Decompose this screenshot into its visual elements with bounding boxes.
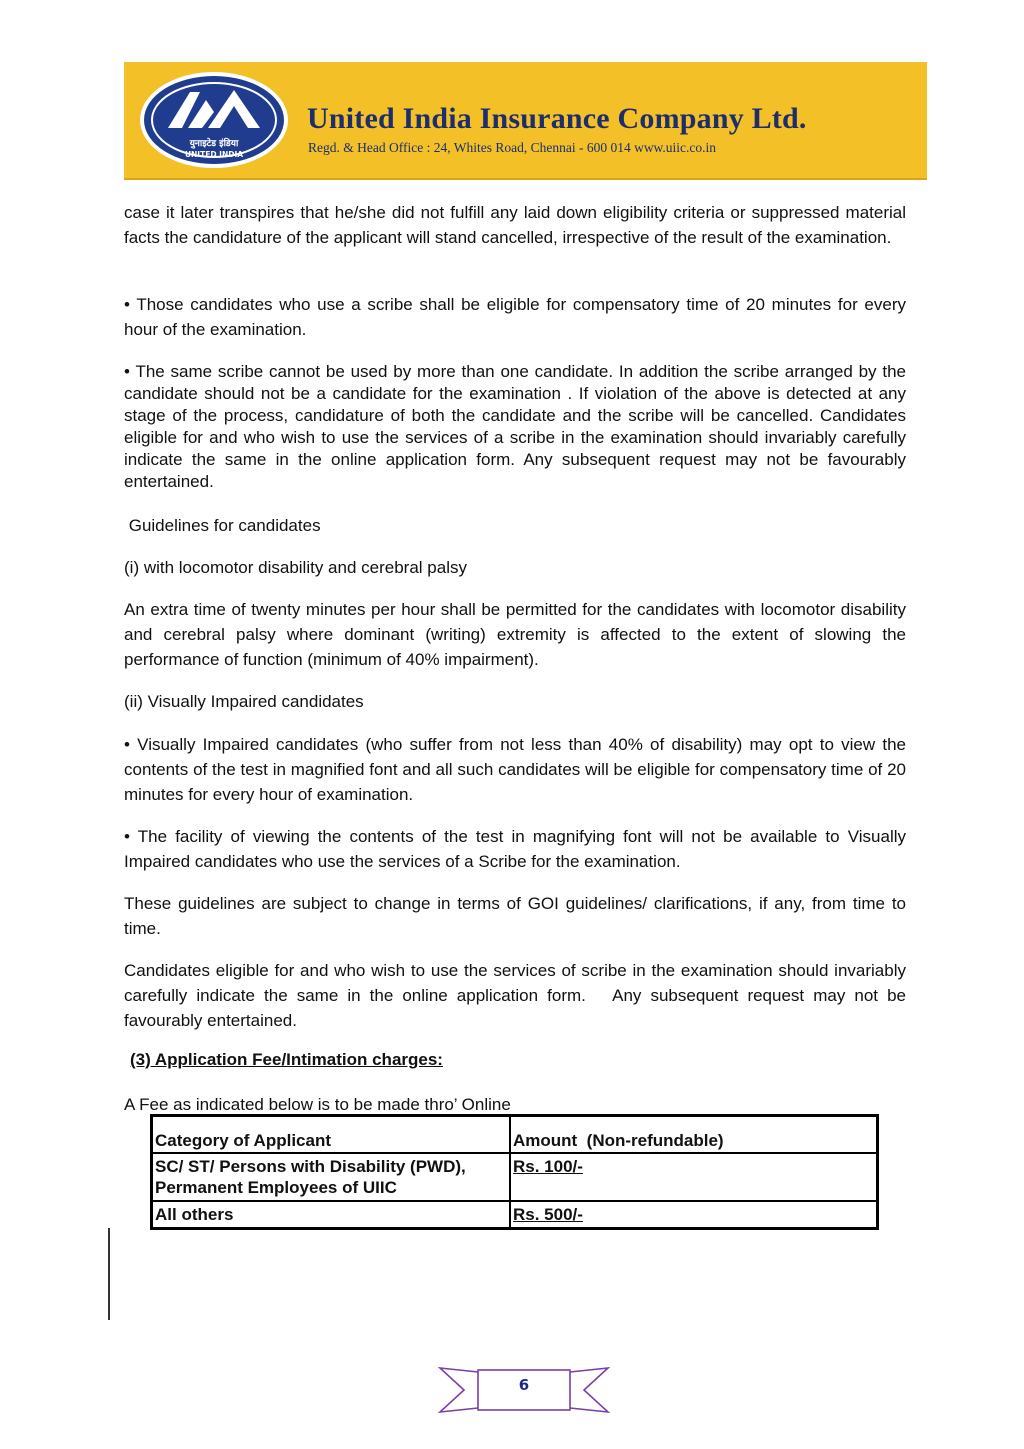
paragraph-guidelines-change: These guidelines are subject to change in terms of GOI guidelines/ clarifications, if any, from time to time. (124, 894, 906, 938)
table-header-category: Category of Applicant (152, 1116, 511, 1154)
table-cell-amount (510, 1201, 878, 1229)
table-header-amount: Amount (Non-refundable) (510, 1116, 878, 1154)
table-cell-category: SC/ ST/ Persons with Disability (PWD), Permanent Employees of UIIC (152, 1153, 511, 1201)
company-address: Regd. & Head Office : 24, Whites Road, Chennai - 600 014 www.uiic.co.in (308, 140, 717, 155)
logo-english-text: UNITED INDIA (184, 150, 244, 159)
header-banner (124, 62, 927, 180)
margin-line (108, 1228, 110, 1320)
table-cell-category: All others (152, 1201, 511, 1229)
paragraph-locomotor: An extra time of twenty minutes per hour shall be permitted for the candidates with locomotor disability and cerebral palsy where dominant (writing) extremity is affected to the extent of slowing the performance of function (minimum of 40% impairment). (124, 600, 906, 669)
table-cell-amount (510, 1153, 878, 1201)
company-logo (138, 70, 290, 170)
fee-intro: A Fee as indicated below is to be made thro’ Online (124, 1095, 511, 1114)
subheading-visually-impaired: (ii) Visually Impaired candidates (124, 692, 364, 711)
logo-hindi-text: युनाइटेड इंडिया (189, 139, 239, 149)
section-heading-application-fee: (3) Application Fee/Intimation charges: (130, 1050, 443, 1069)
table-row (152, 1201, 878, 1229)
paragraph-scribe-rules: • The same scribe cannot be used by more than one candidate. In addition the scribe arranged by the candidate should not be a candidate for the examination . If violation of the above is detected at any stage of the process, candidature of both the candidate and the scribe will be cancelled. Candidates eligible for and who wish to use the services of a scribe in the examination should invariably carefully indicate the same in the online application form. Any subsequent request may not be favourably entertained. (124, 362, 906, 491)
table-header-row (152, 1116, 878, 1154)
logo-emblem-icon (138, 70, 290, 170)
subheading-locomotor: (i) with locomotor disability and cerebral palsy (124, 558, 467, 577)
company-name: United India Insurance Company Ltd. (307, 102, 807, 135)
page-number: 6 (518, 1376, 530, 1394)
page-number-ribbon (438, 1362, 610, 1418)
paragraph-scribe-online-form: Candidates eligible for and who wish to use the services of scribe in the examination should invariably carefully indicate the same in the online application form. Any subsequent request may not be favourably entertained. (124, 961, 911, 1030)
paragraph-eligibility: case it later transpires that he/she did not fulfill any laid down eligibility criteria or suppressed material facts the candidature of the applicant will stand cancelled, irrespective of the result of the examination. (124, 203, 906, 247)
amount-value: Rs. 100/- (513, 1157, 583, 1176)
amount-value: Rs. 500/- (513, 1205, 583, 1224)
paragraph-scribe-compensatory: • Those candidates who use a scribe shall be eligible for compensatory time of 20 minutes for every hour of the examination. (124, 295, 906, 339)
fee-table (150, 1114, 879, 1230)
subheading-guidelines: Guidelines for candidates (124, 516, 321, 535)
paragraph-visually-impaired: • Visually Impaired candidates (who suffer from not less than 40% of disability) may opt to view the contents of the test in magnified font and all such candidates will be eligible for compensatory time of 20 minutes for every hour of examination. (124, 735, 906, 804)
table-row (152, 1153, 878, 1201)
paragraph-magnifying-font: • The facility of viewing the contents of the test in magnifying font will not be available to Visually Impaired candidates who use the services of a Scribe for the examination. (124, 827, 906, 871)
